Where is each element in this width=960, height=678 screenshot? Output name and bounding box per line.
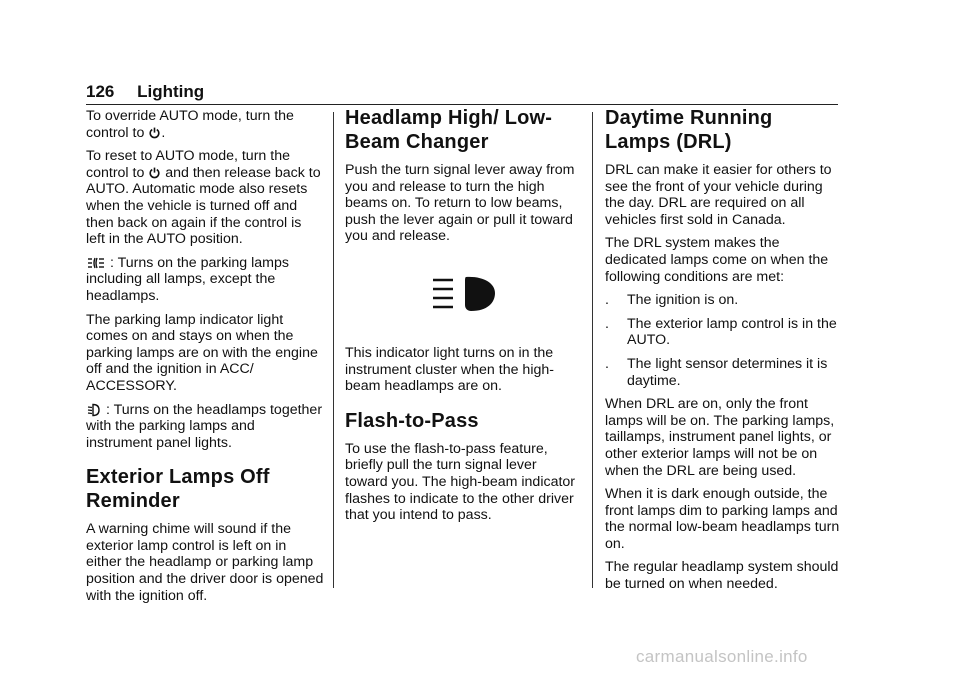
paragraph-drl-intro: DRL can make it easier for others to see the front of your vehicle during the day. DRL are required on all vehicles first sold in Canada. xyxy=(605,162,832,228)
column-divider-left xyxy=(333,112,334,588)
list-item: . The light sensor determines it is daytime. xyxy=(605,355,828,389)
heading-high-low-beam-changer: Headlamp High/ Low-Beam Changer xyxy=(345,107,553,153)
bullet-marker: . xyxy=(605,292,609,309)
paragraph-high-beams: Push the turn signal lever away from you and release to turn the high beams on. To return to low beams, push the lever again or pull it toward you and release. xyxy=(345,162,575,245)
column-divider-right xyxy=(592,112,593,588)
paragraph-drl-conditions: The DRL system makes the dedicated lamps come on when the following conditions are met: xyxy=(605,235,829,285)
paragraph-override-auto: To override AUTO mode, turn the control to . xyxy=(86,108,294,141)
bullet-marker: . xyxy=(605,355,609,372)
paragraph-warning-chime: A warning chime will sound if the exterior lamp control is left on in either the headlamp or parking lamp position and the driver door is opened with the ignition off. xyxy=(86,521,324,604)
paragraph-headlamps: : Turns on the headlamps together with the parking lamps and instrument panel lights. xyxy=(86,401,323,451)
section-title: Lighting xyxy=(137,82,205,101)
page-header xyxy=(86,82,838,105)
paragraph-parking-lamps: : Turns on the parking lamps including all lamps, except the headlamps. xyxy=(86,254,289,304)
heading-exterior-lamps-off-reminder: Exterior Lamps Off Reminder xyxy=(86,466,270,513)
bullet-marker: . xyxy=(605,315,609,332)
paragraph-parking-indicator: The parking lamp indicator light comes on and stays on when the parking lamps are on with the engine off and the ignition in ACC/ ACCESSORY. xyxy=(86,311,318,394)
power-off-icon xyxy=(149,127,160,139)
power-off-icon xyxy=(149,167,160,179)
paragraph-regular-headlamp: The regular headlamp system should be turned on when needed. xyxy=(605,559,839,593)
paragraph-dark-outside: When it is dark enough outside, the front lamps dim to parking lamps and the normal low-beam headlamps turn on. xyxy=(605,486,840,552)
paragraph-flash-to-pass: To use the flash-to-pass feature, briefly pull the turn signal lever toward you. The high-beam indicator flashes to indicate to the other driver that you intend to pass. xyxy=(345,440,576,524)
column-3 xyxy=(605,108,843,600)
watermark: carmanualsonline.info xyxy=(636,647,808,666)
headlamp-icon xyxy=(87,403,101,417)
paragraph-indicator-light: This indicator light turns on in the instrument cluster when the high-beam headlamps are on. xyxy=(345,344,554,395)
paragraph-reset-auto: To reset to AUTO mode, turn the control to and then release back to AUTO. Automatic mode also resets when the vehicle is turned off and then back on again if the control is left in the AUTO position. xyxy=(86,148,321,248)
paragraph-drl-on: When DRL are on, only the front lamps will be on. The parking lamps, taillamps, instrument panel lights, or other exterior lamps will not be on when the DRL are being used. xyxy=(605,396,835,479)
list-item: . The ignition is on. xyxy=(605,292,739,309)
heading-flash-to-pass: Flash-to-Pass xyxy=(345,409,479,432)
column-2 xyxy=(345,108,581,531)
high-beam-indicator-icon xyxy=(429,275,499,315)
parking-lamp-icon xyxy=(87,256,105,270)
page-number: 126 xyxy=(86,82,115,101)
heading-daytime-running-lamps: Daytime Running Lamps (DRL) xyxy=(605,107,773,153)
list-item: . The exterior lamp control is in the AUTO. xyxy=(605,315,837,349)
column-1 xyxy=(86,108,324,611)
